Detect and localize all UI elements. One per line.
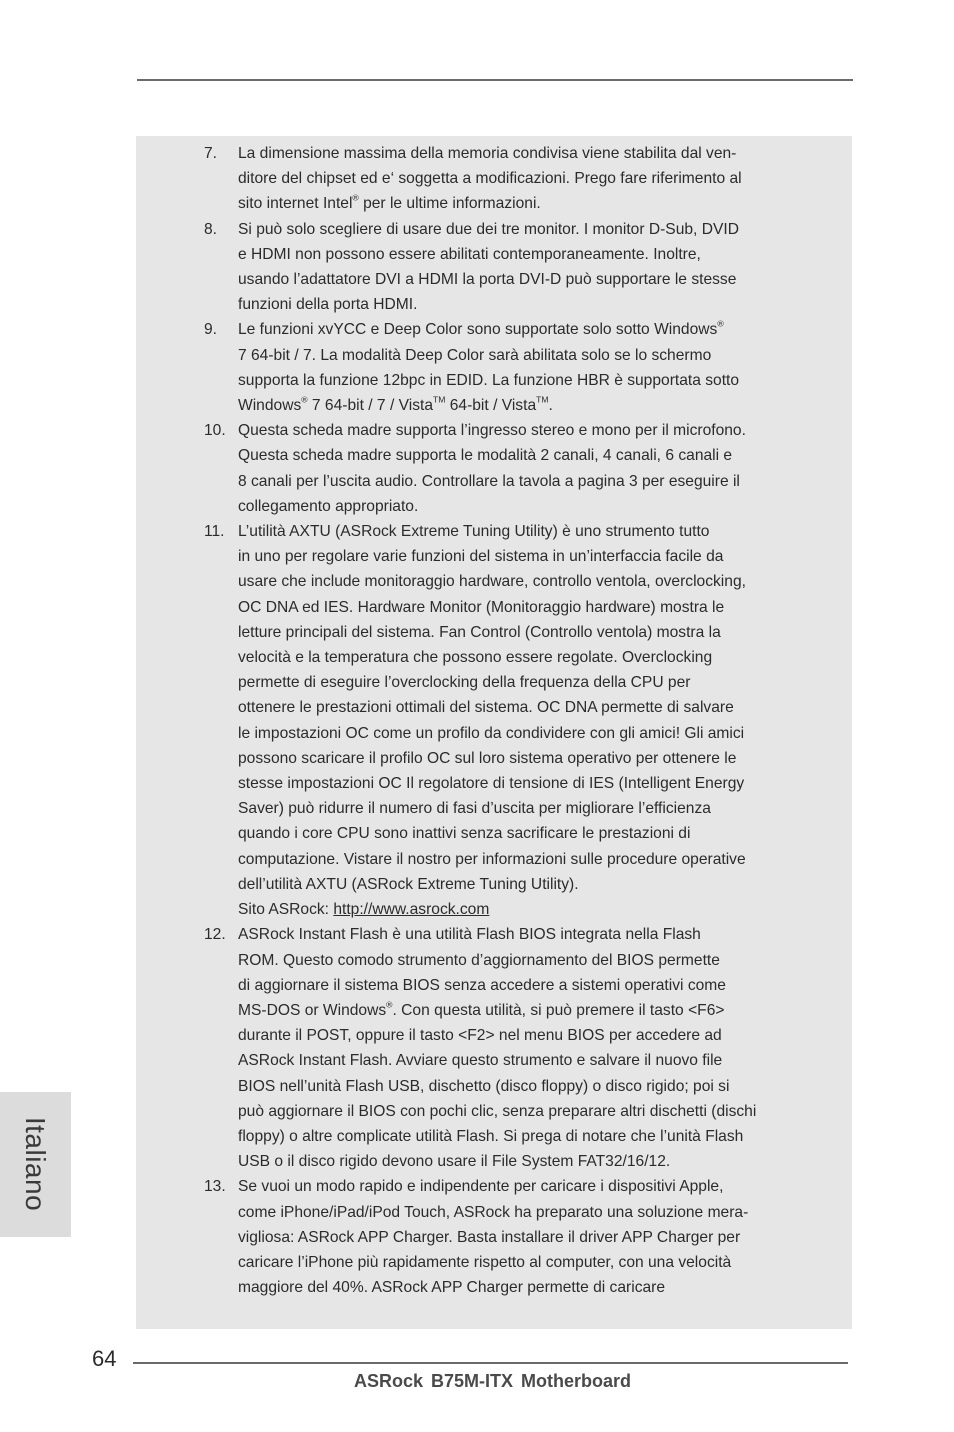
note-number: 7. (204, 145, 218, 162)
note-line: quando i core CPU sono inattivi senza sacrificare le prestazioni di (238, 825, 691, 843)
note-number: 9. (204, 321, 218, 339)
note-line: BIOS nell’unità Flash USB, dischetto (disco floppy) o disco rigido; poi si (238, 1077, 730, 1095)
note-item (204, 519, 794, 922)
notes-list (204, 141, 794, 1300)
note-line: ROM. Questo comodo strumento d’aggiornamento del BIOS permette (238, 951, 720, 969)
note-item (204, 418, 794, 519)
note-line: La dimensione massima della memoria condivisa viene stabilita dal ven- (238, 145, 737, 162)
note-item (204, 1174, 794, 1300)
note-line: funzioni della porta HDMI. (238, 296, 418, 314)
note-line: velocità e la temperatura che possono essere regolate. Overclocking (238, 649, 713, 667)
note-line: Questa scheda madre supporta l’ingresso stereo e mono per il microfono. (238, 422, 746, 440)
footer-title: ASRock B75M-ITX Motherboard (354, 1371, 632, 1391)
note-number: 12. (204, 926, 226, 944)
note-line: 8 canali per l’uscita audio. Controllare la tavola a pagina 3 per eseguire il (238, 472, 740, 490)
note-line: MS-DOS or Windows®. Con questa utilità, si può premere il tasto <F6> (238, 999, 725, 1019)
note-line: maggiore del 40%. ASRock APP Charger permette di caricare (238, 1279, 666, 1297)
bottom-rule (133, 1362, 848, 1364)
website-line (238, 897, 794, 922)
asrock-website-link[interactable]: http://www.asrock.com (333, 901, 490, 919)
note-line: Questa scheda madre supporta le modalità 2 canali, 4 canali, 6 canali e (238, 447, 733, 465)
note-line: L’utilità AXTU (ASRock Extreme Tuning Utility) è uno strumento tutto (238, 523, 710, 541)
note-line: USB o il disco rigido devono usare il File System FAT32/16/12. (238, 1153, 671, 1171)
note-line: permette di eseguire l’overclocking della frequenza della CPU per (238, 674, 691, 692)
note-line: Windows® 7 64-bit / 7 / Vista™ 64-bit / Vista™. (238, 394, 553, 415)
note-line: Le funzioni xvYCC e Deep Color sono supportate solo sotto Windows® (238, 319, 724, 339)
note-line: dell’utilità AXTU (ASRock Extreme Tuning Utility). (238, 875, 579, 893)
note-number: 8. (204, 220, 218, 238)
note-line: stesse impostazioni OC Il regolatore di tensione di IES (Intelligent Energy (238, 775, 745, 793)
note-line: le impostazioni OC come un profilo da condividere con gli amici! Gli amici (238, 724, 745, 742)
note-line: usare che include monitoraggio hardware, controllo ventola, overclocking, (238, 573, 746, 591)
note-item (204, 922, 794, 1174)
notes-panel (136, 136, 852, 1329)
note-line: e HDMI non possono essere abilitati contemporaneamente. Inoltre, (238, 245, 701, 263)
note-item (204, 317, 794, 418)
note-number: 11. (204, 523, 225, 541)
note-line: ditore del chipset ed e‘ soggetta a modificazioni. Prego fare riferimento al (238, 170, 742, 188)
note-line: Se vuoi un modo rapido e indipendente per caricare i dispositivi Apple, (238, 1178, 724, 1196)
note-line: usando l’adattatore DVI a HDMI la porta DVI-D può supportare le stesse (238, 271, 737, 289)
note-line: collegamento appropriato. (238, 497, 419, 515)
note-line: letture principali del sistema. Fan Control (Controllo ventola) mostra la (238, 623, 721, 641)
note-line: floppy) o altre complicate utilità Flash. Si prega di notare che l’unità Flash (238, 1127, 744, 1145)
note-line: in uno per regolare varie funzioni del sistema in un’interfaccia facile da (238, 548, 724, 566)
note-line: 7 64-bit / 7. La modalità Deep Color sarà abilitata solo se lo schermo (238, 346, 712, 364)
note-line: computazione. Vistare il nostro per informazioni sulle procedure operative (238, 850, 746, 868)
note-item (204, 141, 794, 217)
note-line: ASRock Instant Flash è una utilità Flash BIOS integrata nella Flash (238, 926, 701, 944)
note-line: di aggiornare il sistema BIOS senza accedere a sistemi operativi come (238, 976, 726, 994)
language-tab (0, 1092, 71, 1237)
note-line: possono scaricare il profilo OC sul loro sistema operativo per ottenere le (238, 749, 737, 767)
note-line: OC DNA ed IES. Hardware Monitor (Monitoraggio hardware) mostra le (238, 598, 725, 616)
note-line: ASRock Instant Flash. Avviare questo strumento e salvare il nuovo file (238, 1052, 723, 1070)
language-tab-label: Italiano (20, 1116, 51, 1212)
note-line: può aggiornare il BIOS con pochi clic, senza preparare altri dischetti (dischi (238, 1102, 757, 1120)
note-line: vigliosa: ASRock APP Charger. Basta installare il driver APP Charger per (238, 1228, 741, 1246)
note-line: Si può solo scegliere di usare due dei tre monitor. I monitor D-Sub, DVID (238, 220, 739, 238)
note-number: 13. (204, 1178, 226, 1196)
note-line: supporta la funzione 12bpc in EDID. La funzione HBR è supportata sotto (238, 371, 740, 389)
top-rule (137, 79, 853, 81)
note-line: durante il POST, oppure il tasto <F2> nel menu BIOS per accedere ad (238, 1027, 722, 1045)
note-line: sito internet Intel® per le ultime informazioni. (238, 193, 541, 213)
page-number: 64 (92, 1346, 117, 1371)
website-label: Sito ASRock: (238, 901, 334, 919)
note-line: come iPhone/iPad/iPod Touch, ASRock ha preparato una soluzione mera- (238, 1203, 749, 1221)
note-line: Saver) può ridurre il numero di fasi d’uscita per migliorare l’efficienza (238, 800, 711, 818)
note-item (204, 217, 794, 318)
note-line: ottenere le prestazioni ottimali del sistema. OC DNA permette di salvare (238, 699, 734, 717)
note-line: caricare l’iPhone più rapidamente rispetto al computer, con una velocità (238, 1253, 732, 1271)
note-number: 10. (204, 422, 226, 440)
